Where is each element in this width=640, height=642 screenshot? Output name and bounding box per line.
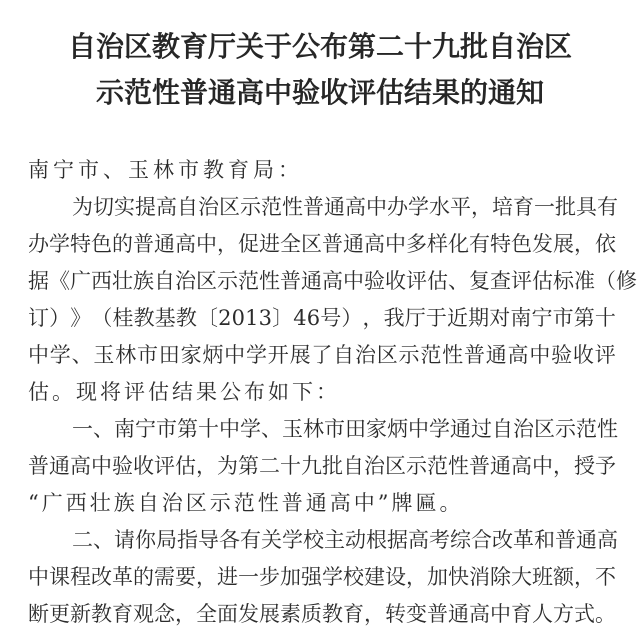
document-title-line-1: 自治区教育厅关于公布第二十九批自治区: [67, 30, 572, 63]
paragraph-2-line-3: “广西壮族自治区示范性普通高中”牌匾。: [28, 491, 464, 515]
paragraph-1-line-3: 据 《 广 西 壮 族 自 治 区 示 范 性 普 通 高 中 验 收 评 估 、 复 查 评 估 标 准 （ 修: [28, 269, 637, 293]
paragraph-1-line-4: 订 ） 》 （ 桂 教 基 教 〔 2 0 1 3 〕 4 6 号 ） ， 我 厅 于 近 期 对 南 宁 市 第 十: [28, 306, 616, 330]
paragraph-1-line-2: 办 学 特 色 的 普 通 高 中 ， 促 进 全 区 普 通 高 中 多 样 化 有 特 色 发 展 ， 依: [28, 232, 616, 256]
paragraph-2-line-1: 一 、 南 宁 市 第 十 中 学 、 玉 林 市 田 家 炳 中 学 通 过 自 治 区 示 范 性: [72, 417, 618, 441]
paragraph-3-line-3: 断 更 新 教 育 观 念 ， 全 面 发 展 素 质 教 育 ， 转 变 普 通 高 中 育 人 方 式 。: [28, 602, 616, 626]
paragraph-1-line-1: 为 切 实 提 高 自 治 区 示 范 性 普 通 高 中 办 学 水 平 ， 培 育 一 批 具 有: [72, 195, 618, 219]
paragraph-1-line-5: 中 学 、 玉 林 市 田 家 炳 中 学 开 展 了 自 治 区 示 范 性 普 通 高 中 验 收 评: [28, 343, 616, 367]
salutation: 南宁市、玉林市教育局：: [28, 158, 303, 182]
paragraph-3-line-2: 中 课 程 改 革 的 需 要 ， 进 一 步 加 强 学 校 建 设 ， 加 快 消 除 大 班 额 ， 不: [28, 565, 616, 589]
paragraph-3-line-1: 二 、 请 你 局 指 导 各 有 关 学 校 主 动 根 据 高 考 综 合 改 革 和 普 通 高: [72, 528, 618, 552]
paragraph-2-line-2: 普 通 高 中 验 收 评 估 ， 为 第 二 十 九 批 自 治 区 示 范 性 普 通 高 中 ， 授 予: [28, 454, 616, 478]
paragraph-1-line-6: 估。现将评估结果公布如下：: [28, 380, 340, 404]
document-title-line-2: 示范性普通高中验收评估结果的通知: [95, 76, 544, 109]
